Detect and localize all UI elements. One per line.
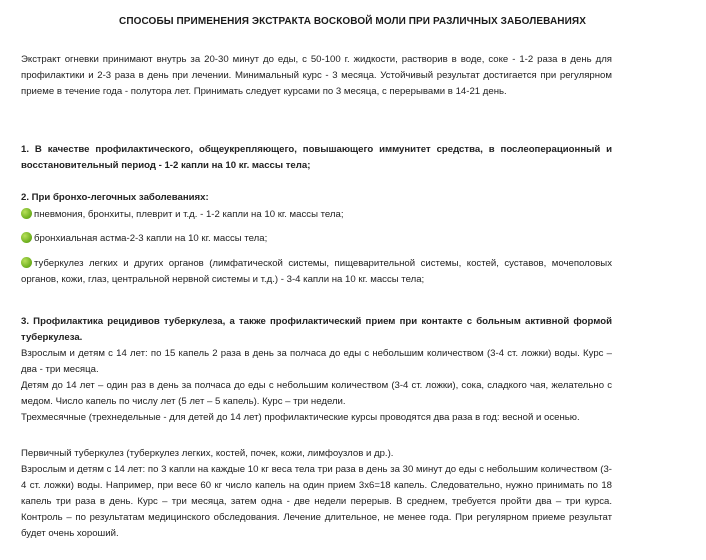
bullet-item <box>21 256 612 288</box>
bullet-text: бронхиальная астма-2-3 капли на 10 кг. массы тела; <box>34 233 268 244</box>
section-3-paragraph: Детям до 14 лет – один раз в день за полчаса до еды с небольшим количеством (3-4 ст. ложки), сока, сладкого чая, желательно с медом. Число капель по числу лет (5 лет – 5 капель). Курс – три недели. <box>21 380 612 407</box>
bullet-text: пневмония, бронхиты, плеврит и т.д. - 1-2 капли на 10 кг. массы тела; <box>34 209 344 220</box>
section-3-paragraph: Трехмесячные (трехнедельные - для детей до 14 лет) профилактические курсы проводятся два раза в год: весной и осенью. <box>21 412 580 423</box>
green-bullet-icon <box>21 232 32 243</box>
section-3-paragraph: Взрослым и детям с 14 лет: по 15 капель 2 раза в день за полчаса до еды с небольшим количеством (3-4 ст. ложки) воды. Курс – два - три месяца. <box>21 348 612 375</box>
bullet-item <box>21 231 612 247</box>
bullet-text: туберкулез легких и других органов (лимфатической системы, пищеварительной системы, костей, суставов, мочеполовых органов, кожи, глаз, центральной нервной системы и т.д.) - 3-4 капли на 10 кг. массы тела; <box>21 258 612 285</box>
green-bullet-icon <box>21 208 32 219</box>
bullet-item <box>21 207 612 223</box>
section-1: 1. В качестве профилактического, общеукрепляющего, повышающего иммунитет средства, в послеоперационный и восстановительный период - 1-2 капли на 10 кг. массы тела; <box>21 144 612 171</box>
document-title: СПОСОБЫ ПРИМЕНЕНИЯ ЭКСТРАКТА ВОСКОВОЙ МОЛИ ПРИ РАЗЛИЧНЫХ ЗАБОЛЕВАНИЯХ <box>119 16 586 27</box>
section-3-heading: 3. Профилактика рецидивов туберкулеза, а также профилактический прием при контакте с больным активной формой туберкулеза. <box>21 316 612 343</box>
green-bullet-icon <box>21 257 32 268</box>
primary-tb-heading: Первичный туберкулез (туберкулез легких, костей, почек, кожи, лимфоузлов и др.). <box>21 448 394 459</box>
intro-paragraph: Экстракт огневки принимают внутрь за 20-30 минут до еды, с 50-100 г. жидкости, растворив в воде, соке - 1-2 раза в день для профилактики и 2-3 раза в день при лечении. Минимальный курс - 3 месяца. Устойчивый результат достигается при регулярном приеме в течение года - полутора лет. Принимать следует курсами по 3 месяца, с перерывами в 14-21 день. <box>21 54 612 97</box>
section-2-heading: 2. При бронхо-легочных заболеваниях: <box>21 192 209 203</box>
primary-tb-paragraph: Взрослым и детям с 14 лет: по 3 капли на каждые 10 кг веса тела три раза в день за 30 минут до еды с небольшим количеством (3-4 ст. ложки) воды. Например, при весе 60 кг число капель на один прием 3х6=18 капель. Следовательно, нужно принимать по 18 капель три раза в день. Курс – три месяца, затем одна - две недели перерыв. В среднем, требуется пройти два – три курса. Контроль – по результатам медицинского обследования. Лечение длительное, не менее года. При регулярном приеме результат будет очень хороший. <box>21 464 612 539</box>
